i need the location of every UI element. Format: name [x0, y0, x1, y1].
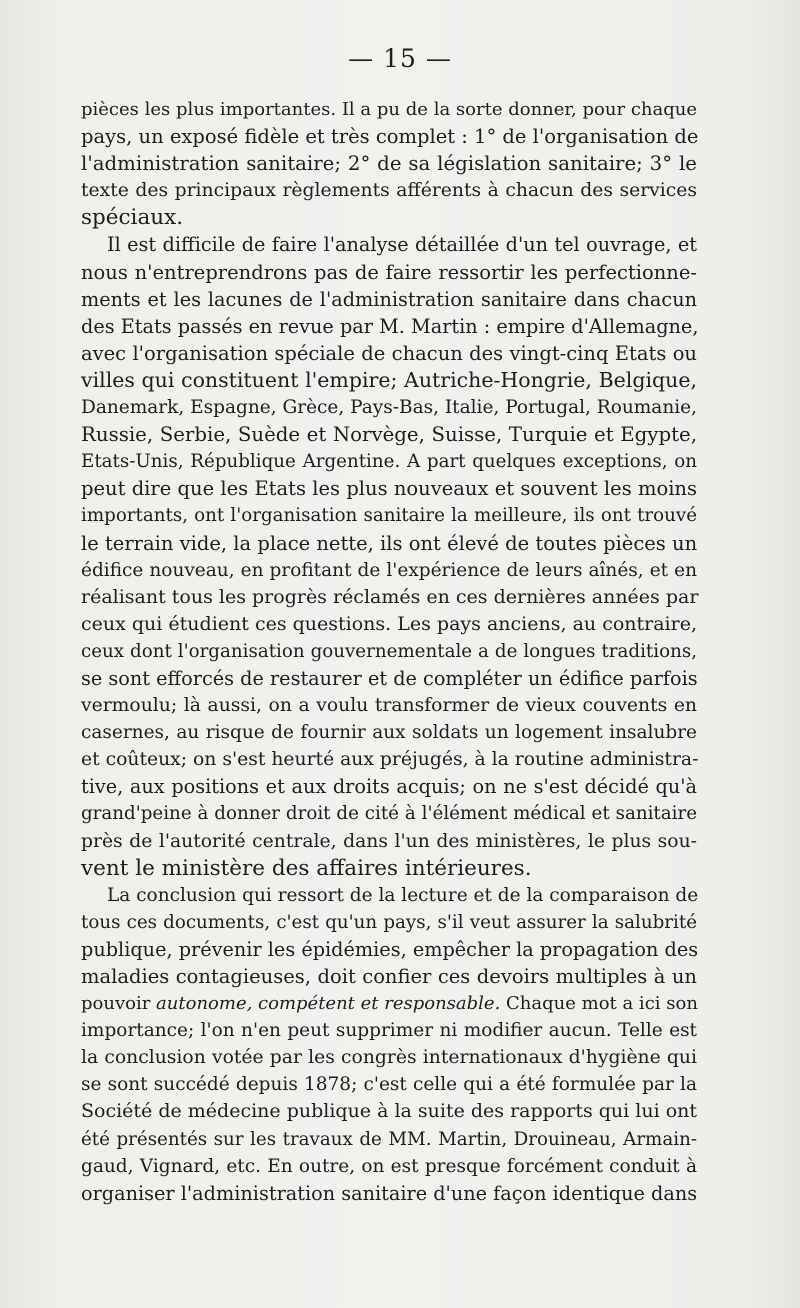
text-line: pièces les plus importantes. Il a pu de la sorte donner, pour chaque — [81, 99, 697, 120]
text-line: organiser l'administration sanitaire d'une façon identique dans — [81, 1181, 698, 1205]
text-line: villes qui constituent l'empire; Autriche-Hongrie, Belgique, — [81, 367, 697, 392]
text-line: ceux dont l'organisation gouvernementale a de longues traditions, — [81, 640, 697, 662]
text-line: importance; l'on n'en peut supprimer ni modifier aucun. Telle est — [81, 1020, 697, 1042]
text-line: casernes, au risque de fournir aux soldats un logement insalubre — [81, 722, 697, 744]
text-line: tive, aux positions et aux droits acquis; on ne s'est décidé qu'à — [81, 775, 697, 799]
text-run: Chaque mot a ici son — [500, 993, 698, 1015]
text-line: ceux qui étudient ces questions. Les pays anciens, au contraire, — [81, 612, 697, 635]
text-line: été présentés sur les travaux de MM. Martin, Drouineau, Armain- — [81, 1128, 697, 1150]
text-line: La conclusion qui ressort de la lecture et de la comparaison de — [107, 884, 699, 906]
text-line: grand'peine à donner droit de cité à l'élément médical et sanitaire — [81, 803, 697, 825]
text-line: tous ces documents, c'est qu'un pays, s'il veut assurer la salubrité — [81, 911, 697, 933]
text-line: le terrain vide, la place nette, ils ont élevé de toutes pièces un — [81, 531, 698, 555]
text-line: pays, un exposé fidèle et très complet : 1° de l'organisation de — [81, 125, 699, 149]
text-line: la conclusion votée par les congrès internationaux d'hygiène qui — [81, 1047, 697, 1069]
text-line — [81, 990, 697, 1017]
text-line: Russie, Serbie, Suède et Norvège, Suisse, Turquie et Egypte, — [81, 423, 697, 447]
text-line: Etats-Unis, République Argentine. A part quelques exceptions, on — [81, 451, 697, 473]
text-line: des Etats passés en revue par M. Martin : empire d'Allemagne, — [81, 314, 699, 338]
text-line: vermoulu; là aussi, on a voulu transformer de vieux couvents en — [81, 695, 697, 717]
text-line: gaud, Vignard, etc. En outre, on est presque forcément conduit à — [81, 1155, 697, 1177]
text-line: spéciaux. — [81, 205, 184, 231]
text-line: se sont efforcés de restaurer et de compléter un édifice parfois — [81, 666, 698, 690]
text-line: Société de médecine publique à la suite des rapports qui lui ont — [81, 1100, 698, 1123]
text-line: Il est difficile de faire l'analyse détaillée d'un tel ouvrage, et — [107, 233, 697, 257]
text-line: nous n'entreprendrons pas de faire ressortir les perfectionne- — [81, 260, 697, 284]
text-line: texte des principaux règlements afférents à chacun des services — [81, 180, 697, 202]
text-line: importants, ont l'organisation sanitaire la meilleure, ils ont trouvé — [81, 505, 697, 527]
italic-phrase: autonome, compétent et responsable. — [156, 993, 501, 1015]
text-line: publique, prévenir les épidémies, empêcher la propagation des — [81, 937, 699, 961]
text-line: se sont succédé depuis 1878; c'est celle qui a été formulée par la — [81, 1074, 697, 1096]
text-line: près de l'autorité centrale, dans l'un des ministères, le plus sou- — [81, 830, 697, 852]
body-text — [81, 96, 697, 1207]
text-line: Danemark, Espagne, Grèce, Pays-Bas, Italie, Portugal, Roumanie, — [81, 397, 697, 419]
text-line: l'administration sanitaire; 2° de sa législation sanitaire; 3° le — [81, 152, 697, 176]
text-line: ments et les lacunes de l'administration sanitaire dans chacun — [81, 287, 697, 311]
text-line: édifice nouveau, en profitant de l'expérience de leurs aînés, et en — [81, 559, 697, 581]
page-number: — 15 — — [348, 44, 452, 73]
text-line: maladies contagieuses, doit confier ces devoirs multiples à un — [81, 965, 697, 988]
text-line: et coûteux; on s'est heurté aux préjugés, à la routine administra- — [81, 749, 699, 771]
text-line: vent le ministère des affaires intérieures. — [81, 855, 532, 881]
text-line: réalisant tous les progrès réclamés en ces dernières années par — [81, 585, 699, 608]
text-run: pouvoir — [81, 993, 157, 1015]
text-line: avec l'organisation spéciale de chacun des vingt-cinq Etats ou — [81, 341, 697, 365]
text-line: peut dire que les Etats les plus nouveaux et souvent les moins — [81, 477, 697, 501]
